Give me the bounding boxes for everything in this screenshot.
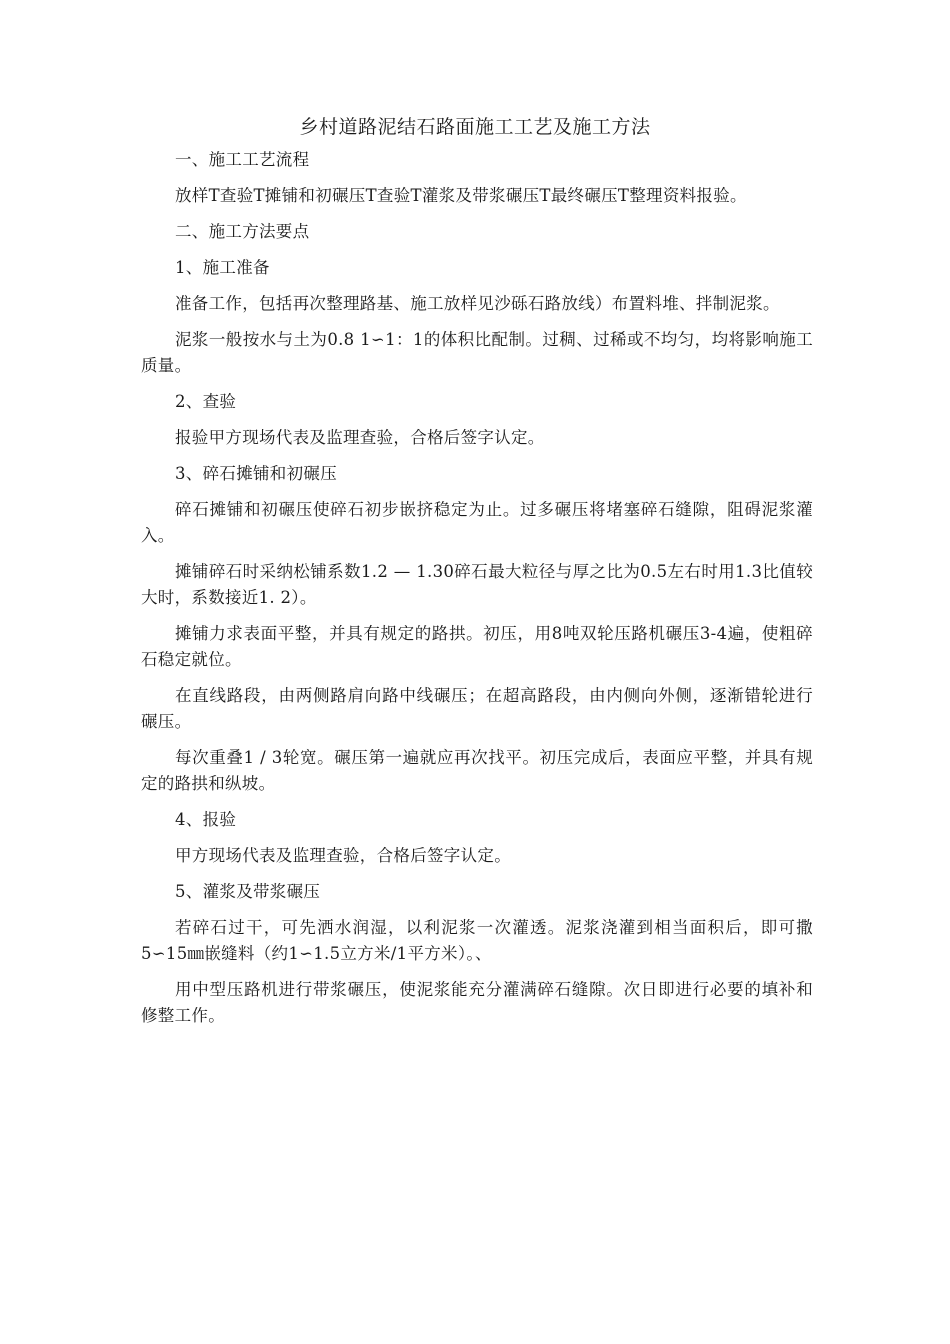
paragraph: 在直线路段，由两侧路肩向路中线碾压；在超高路段，由内侧向外侧，逐渐错轮进行碾压。 [141, 686, 813, 731]
paragraph: 准备工作，包括再次整理路基、施工放样见沙砾石路放线）布置料堆、拌制泥浆。 [175, 294, 780, 313]
paragraph: 若碎石过干，可先洒水润湿，以利泥浆一次灌透。泥浆浇灌到相当面积后，即可撒5∽15㎜嵌缝料（约1∽1.5立方米/1平方米）。、 [141, 918, 813, 963]
paragraph: 泥浆一般按水与土为0.8 1∽1：1的体积比配制。过稠、过稀或不均匀，均将影响施工质量。 [141, 330, 813, 375]
subsection-heading: 1、施工准备 [175, 258, 270, 277]
paragraph: 报验甲方现场代表及监理查验，合格后签字认定。 [175, 428, 545, 447]
section-heading: 二、施工方法要点 [175, 222, 310, 241]
document-body [141, 147, 813, 1039]
subsection-heading: 3、碎石摊铺和初碾压 [175, 464, 337, 483]
paragraph: 甲方现场代表及监理查验，合格后签字认定。 [175, 846, 511, 865]
subsection-heading: 2、查验 [175, 392, 237, 411]
paragraph: 摊铺力求表面平整，并具有规定的路拱。初压，用8吨双轮压路机碾压3-4遍，使粗碎石稳定就位。 [141, 624, 813, 669]
subsection-heading: 4、报验 [175, 810, 237, 829]
subsection-heading: 5、灌浆及带浆碾压 [175, 882, 321, 901]
paragraph: 摊铺碎石时采纳松铺系数1.2 — 1.30碎石最大粒径与厚之比为0.5左右时用1.3比值较大时，系数接近1. 2）。 [141, 562, 813, 607]
section-heading: 一、施工工艺流程 [175, 150, 310, 169]
paragraph: 放样T查验T摊铺和初碾压T查验T灌浆及带浆碾压T最终碾压T整理资料报验。 [175, 186, 747, 205]
paragraph: 用中型压路机进行带浆碾压，使泥浆能充分灌满碎石缝隙。次日即进行必要的填补和修整工作。 [141, 980, 813, 1025]
paragraph: 每次重叠1 / 3轮宽。碾压第一遍就应再次找平。初压完成后，表面应平整，并具有规定的路拱和纵坡。 [141, 748, 813, 793]
document-title: 乡村道路泥结石路面施工工艺及施工方法 [299, 116, 651, 138]
paragraph: 碎石摊铺和初碾压使碎石初步嵌挤稳定为止。过多碾压将堵塞碎石缝隙，阻碍泥浆灌入。 [141, 500, 813, 545]
